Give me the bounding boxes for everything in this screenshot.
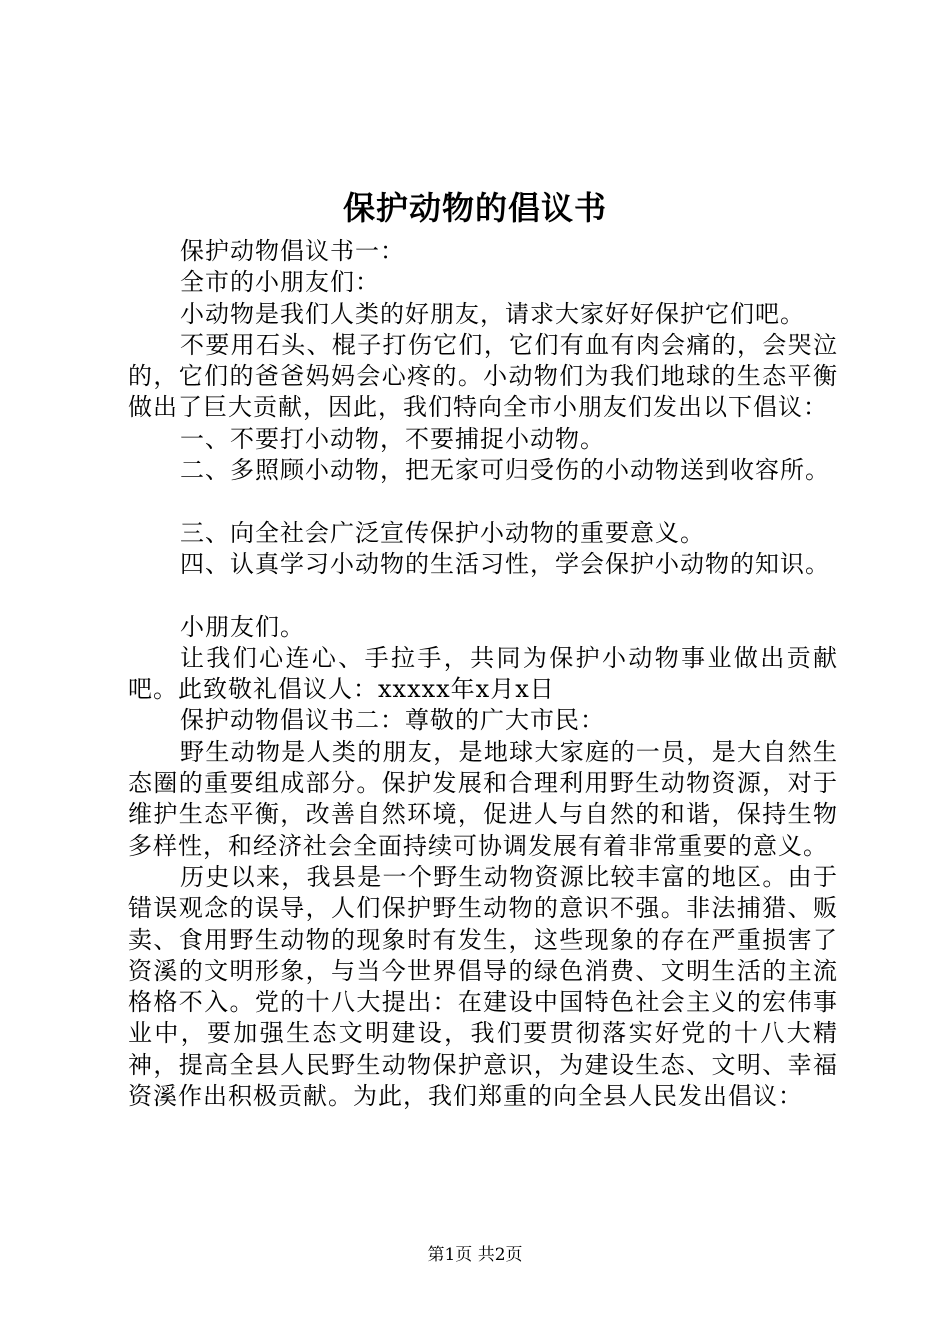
page-footer: 第1页 共2页 — [427, 1245, 523, 1265]
paragraph-closing-1: 让我们心连心、手拉手，共同为保护小动物事业做出贡献吧。此致敬礼倡议人：xxxxx年x月x日 — [128, 643, 838, 704]
document-title: 保护动物的倡议书 — [342, 189, 607, 227]
proposal-item-1: 一、不要打小动物，不要捕捉小动物。 — [180, 424, 605, 453]
paragraph-salutation-1: 全市的小朋友们： — [180, 268, 380, 297]
paragraph: 野生动物是人类的朋友，是地球大家庭的一员，是大自然生态圈的重要组成部分。保护发展和合理利用野生动物资源，对于维护生态平衡，改善自然环境，促进人与自然的和谐，保持生物多样性，和经济社会全面持续可协调发展有着非常重要的意义。 — [128, 737, 838, 860]
document-body — [128, 236, 838, 1112]
paragraph: 历史以来，我县是一个野生动物资源比较丰富的地区。由于错误观念的误导，人们保护野生动物的意识不强。非法捕猎、贩卖、食用野生动物的现象时有发生，这些现象的存在严重损害了资溪的文明形象，与当今世界倡导的绿色消费、文明生活的主流格格不入。党的十八大提出：在建设中国特色社会主义的宏伟事业中，要加强生态文明建设，我们要贯彻落实好党的十八大精神，提高全县人民野生动物保护意识，为建设生态、文明、幸福资溪作出积极贡献。为此，我们郑重的向全县人民发出倡议： — [128, 862, 838, 1111]
proposal-item-2: 二、多照顾小动物，把无家可归受伤的小动物送到收容所。 — [180, 456, 830, 485]
paragraph-heading-2: 保护动物倡议书二：尊敬的广大市民： — [180, 706, 605, 735]
proposal-item-4: 四、认真学习小动物的生活习性，学会保护小动物的知识。 — [180, 549, 830, 578]
paragraph: 不要用石头、棍子打伤它们，它们有血有肉会痛的，会哭泣的，它们的爸爸妈妈会心疼的。小动物们为我们地球的生态平衡做出了巨大贡献，因此，我们特向全市小朋友们发出以下倡议： — [128, 330, 838, 422]
paragraph-heading-1: 保护动物倡议书一： — [180, 237, 405, 265]
paragraph: 小朋友们。 — [180, 612, 305, 641]
proposal-item-3: 三、向全社会广泛宣传保护小动物的重要意义。 — [180, 518, 705, 547]
paragraph: 小动物是我们人类的好朋友，请求大家好好保护它们吧。 — [180, 299, 805, 328]
